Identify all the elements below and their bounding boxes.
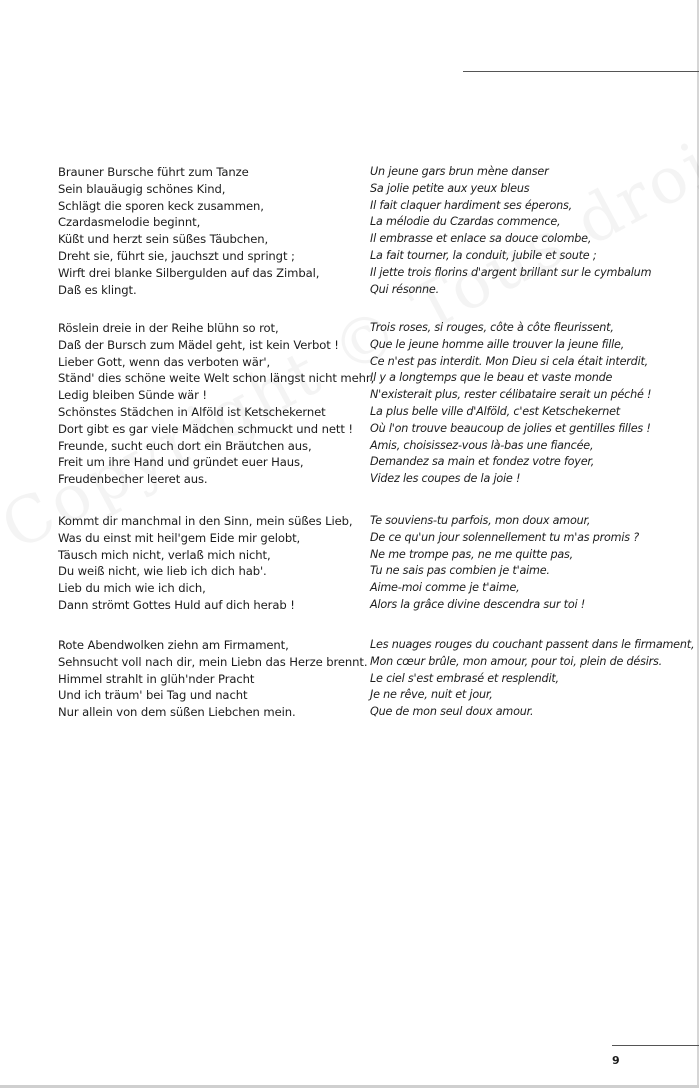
german-verse-line: Daß der Bursch zum Mädel geht, ist kein Verbot ! [58, 337, 339, 352]
french-verse-line: Il y a longtemps que le beau et vaste monde [370, 371, 613, 385]
french-verse-line: N'existerait plus, rester célibataire serait un péché ! [370, 388, 652, 402]
french-verse-line: Aime-moi comme je t'aime, [370, 581, 520, 595]
french-verse-line: De ce qu'un jour solennellement tu m'as promis ? [370, 530, 640, 544]
french-stanza-4 [370, 637, 694, 721]
german-verse-line: Sehnsucht voll nach dir, mein Liebn das Herze brennt. [58, 654, 368, 669]
german-verse-line: Daß es klingt. [58, 282, 137, 297]
french-verse-line: Où l'on trouve beaucoup de jolies et gentilles filles ! [370, 421, 651, 435]
german-verse-line: Brauner Bursche führt zum Tanze [58, 165, 249, 179]
french-verse-line: La fait tourner, la conduit, jubile et soute ; [370, 248, 597, 262]
german-verse-line: Kommt dir manchmal in den Sinn, mein süßes Lieb, [58, 514, 353, 528]
german-verse-line: Du weiß nicht, wie lieb ich dich hab'. [58, 564, 267, 579]
french-verse-line: Sa jolie petite aux yeux bleus [370, 181, 530, 195]
french-verse-line: Il jette trois florins d'argent brillant sur le cymbalum [370, 265, 652, 279]
german-verse-line: Lieber Gott, wenn das verboten wär', [58, 354, 271, 369]
german-verse-line: Nur allein von dem süßen Liebchen mein. [58, 705, 296, 720]
french-stanza-1 [370, 164, 651, 298]
german-verse-line: Dann strömt Gottes Huld auf dich herab ! [58, 597, 295, 612]
french-verse-line: Les nuages rouges du couchant passent dans le firmament, [370, 638, 695, 651]
french-stanza-2 [370, 320, 651, 488]
french-verse-line: Tu ne sais pas combien je t'aime. [370, 564, 550, 578]
german-verse-line: Röslein dreie in der Reihe blühn so rot, [58, 321, 279, 335]
german-verse-line: Dort gibt es gar viele Mädchen schmuckt und nett ! [58, 421, 353, 436]
german-verse-line: Freunde, sucht euch dort ein Bräutchen aus, [58, 438, 312, 453]
german-verse-line: Ständ' dies schöne weite Welt schon längst nicht mehr, [58, 371, 375, 386]
german-verse-line: Rote Abendwolken ziehn am Firmament, [58, 638, 289, 652]
german-verse-line: Dreht sie, führt sie, jauchszt und springt ; [58, 248, 295, 263]
french-verse-line: Ne me trompe pas, ne me quitte pas, [370, 547, 574, 561]
german-verse-line: Freudenbecher leeret aus. [58, 472, 208, 487]
french-verse-line: Mon cœur brûle, mon amour, pour toi, plein de désirs. [370, 654, 663, 668]
german-verse-line: Schönstes Städchen in Alföld ist Ketschekernet [58, 404, 326, 419]
french-verse-line: Que le jeune homme aille trouver la jeune fille, [370, 337, 625, 351]
french-verse-line: Ce n'est pas interdit. Mon Dieu si cela était interdit, [370, 354, 649, 368]
german-verse-line: Freit um ihre Hand und gründet euer Haus, [58, 455, 304, 470]
german-verse-line: Schlägt die sporen keck zusammen, [58, 198, 264, 213]
french-verse-line: Le ciel s'est embrasé et resplendit, [370, 671, 559, 685]
french-verse-line: La plus belle ville d'Alföld, c'est Ketschekernet [370, 404, 620, 418]
german-verse-line: Lieb du mich wie ich dich, [58, 581, 206, 596]
german-verse-line: Und ich träum' bei Tag und nacht [58, 688, 248, 703]
french-verse-line: Trois roses, si rouges, côte à côte fleurissent, [370, 321, 614, 334]
german-verse-line: Was du einst mit heil'gem Eide mir gelobt, [58, 530, 301, 545]
german-verse-line: Wirft drei blanke Silbergulden auf das Zimbal, [58, 265, 320, 280]
french-verse-line: Que de mon seul doux amour. [370, 705, 534, 719]
french-verse-line: Amis, choisissez-vous là-bas une fiancée, [370, 438, 594, 452]
german-verse-line: Küßt und herzt sein süßes Täubchen, [58, 232, 269, 247]
header-rule [463, 71, 699, 72]
german-stanza-2 [58, 320, 374, 488]
german-verse-line: Czardasmelodie beginnt, [58, 215, 201, 230]
french-verse-line: Il fait claquer hardiment ses éperons, [370, 198, 573, 212]
german-verse-line: Ledig bleiben Sünde wär ! [58, 388, 207, 403]
french-verse-line: Un jeune gars brun mène danser [370, 165, 549, 178]
page-number: 9 [612, 1054, 620, 1067]
german-verse-line: Täusch mich nicht, verlaß mich nicht, [58, 547, 271, 562]
french-verse-line: Videz les coupes de la joie ! [370, 472, 521, 486]
footer-rule [612, 1045, 699, 1046]
french-verse-line: Je ne rêve, nuit et jour, [370, 688, 493, 702]
french-verse-line: Demandez sa main et fondez votre foyer, [370, 455, 595, 469]
german-stanza-1 [58, 164, 319, 298]
german-verse-line: Himmel strahlt in glüh'nder Pracht [58, 671, 255, 686]
french-verse-line: Alors la grâce divine descendra sur toi ! [370, 597, 586, 611]
french-verse-line: La mélodie du Czardas commence, [370, 215, 561, 229]
french-verse-line: Te souviens-tu parfois, mon doux amour, [370, 514, 591, 527]
french-stanza-3 [370, 513, 639, 614]
french-verse-line: Qui résonne. [370, 282, 439, 296]
german-stanza-4 [58, 637, 367, 721]
german-verse-line: Sein blauäugig schönes Kind, [58, 181, 226, 196]
french-verse-line: Il embrasse et enlace sa douce colombe, [370, 232, 592, 246]
german-stanza-3 [58, 513, 352, 614]
